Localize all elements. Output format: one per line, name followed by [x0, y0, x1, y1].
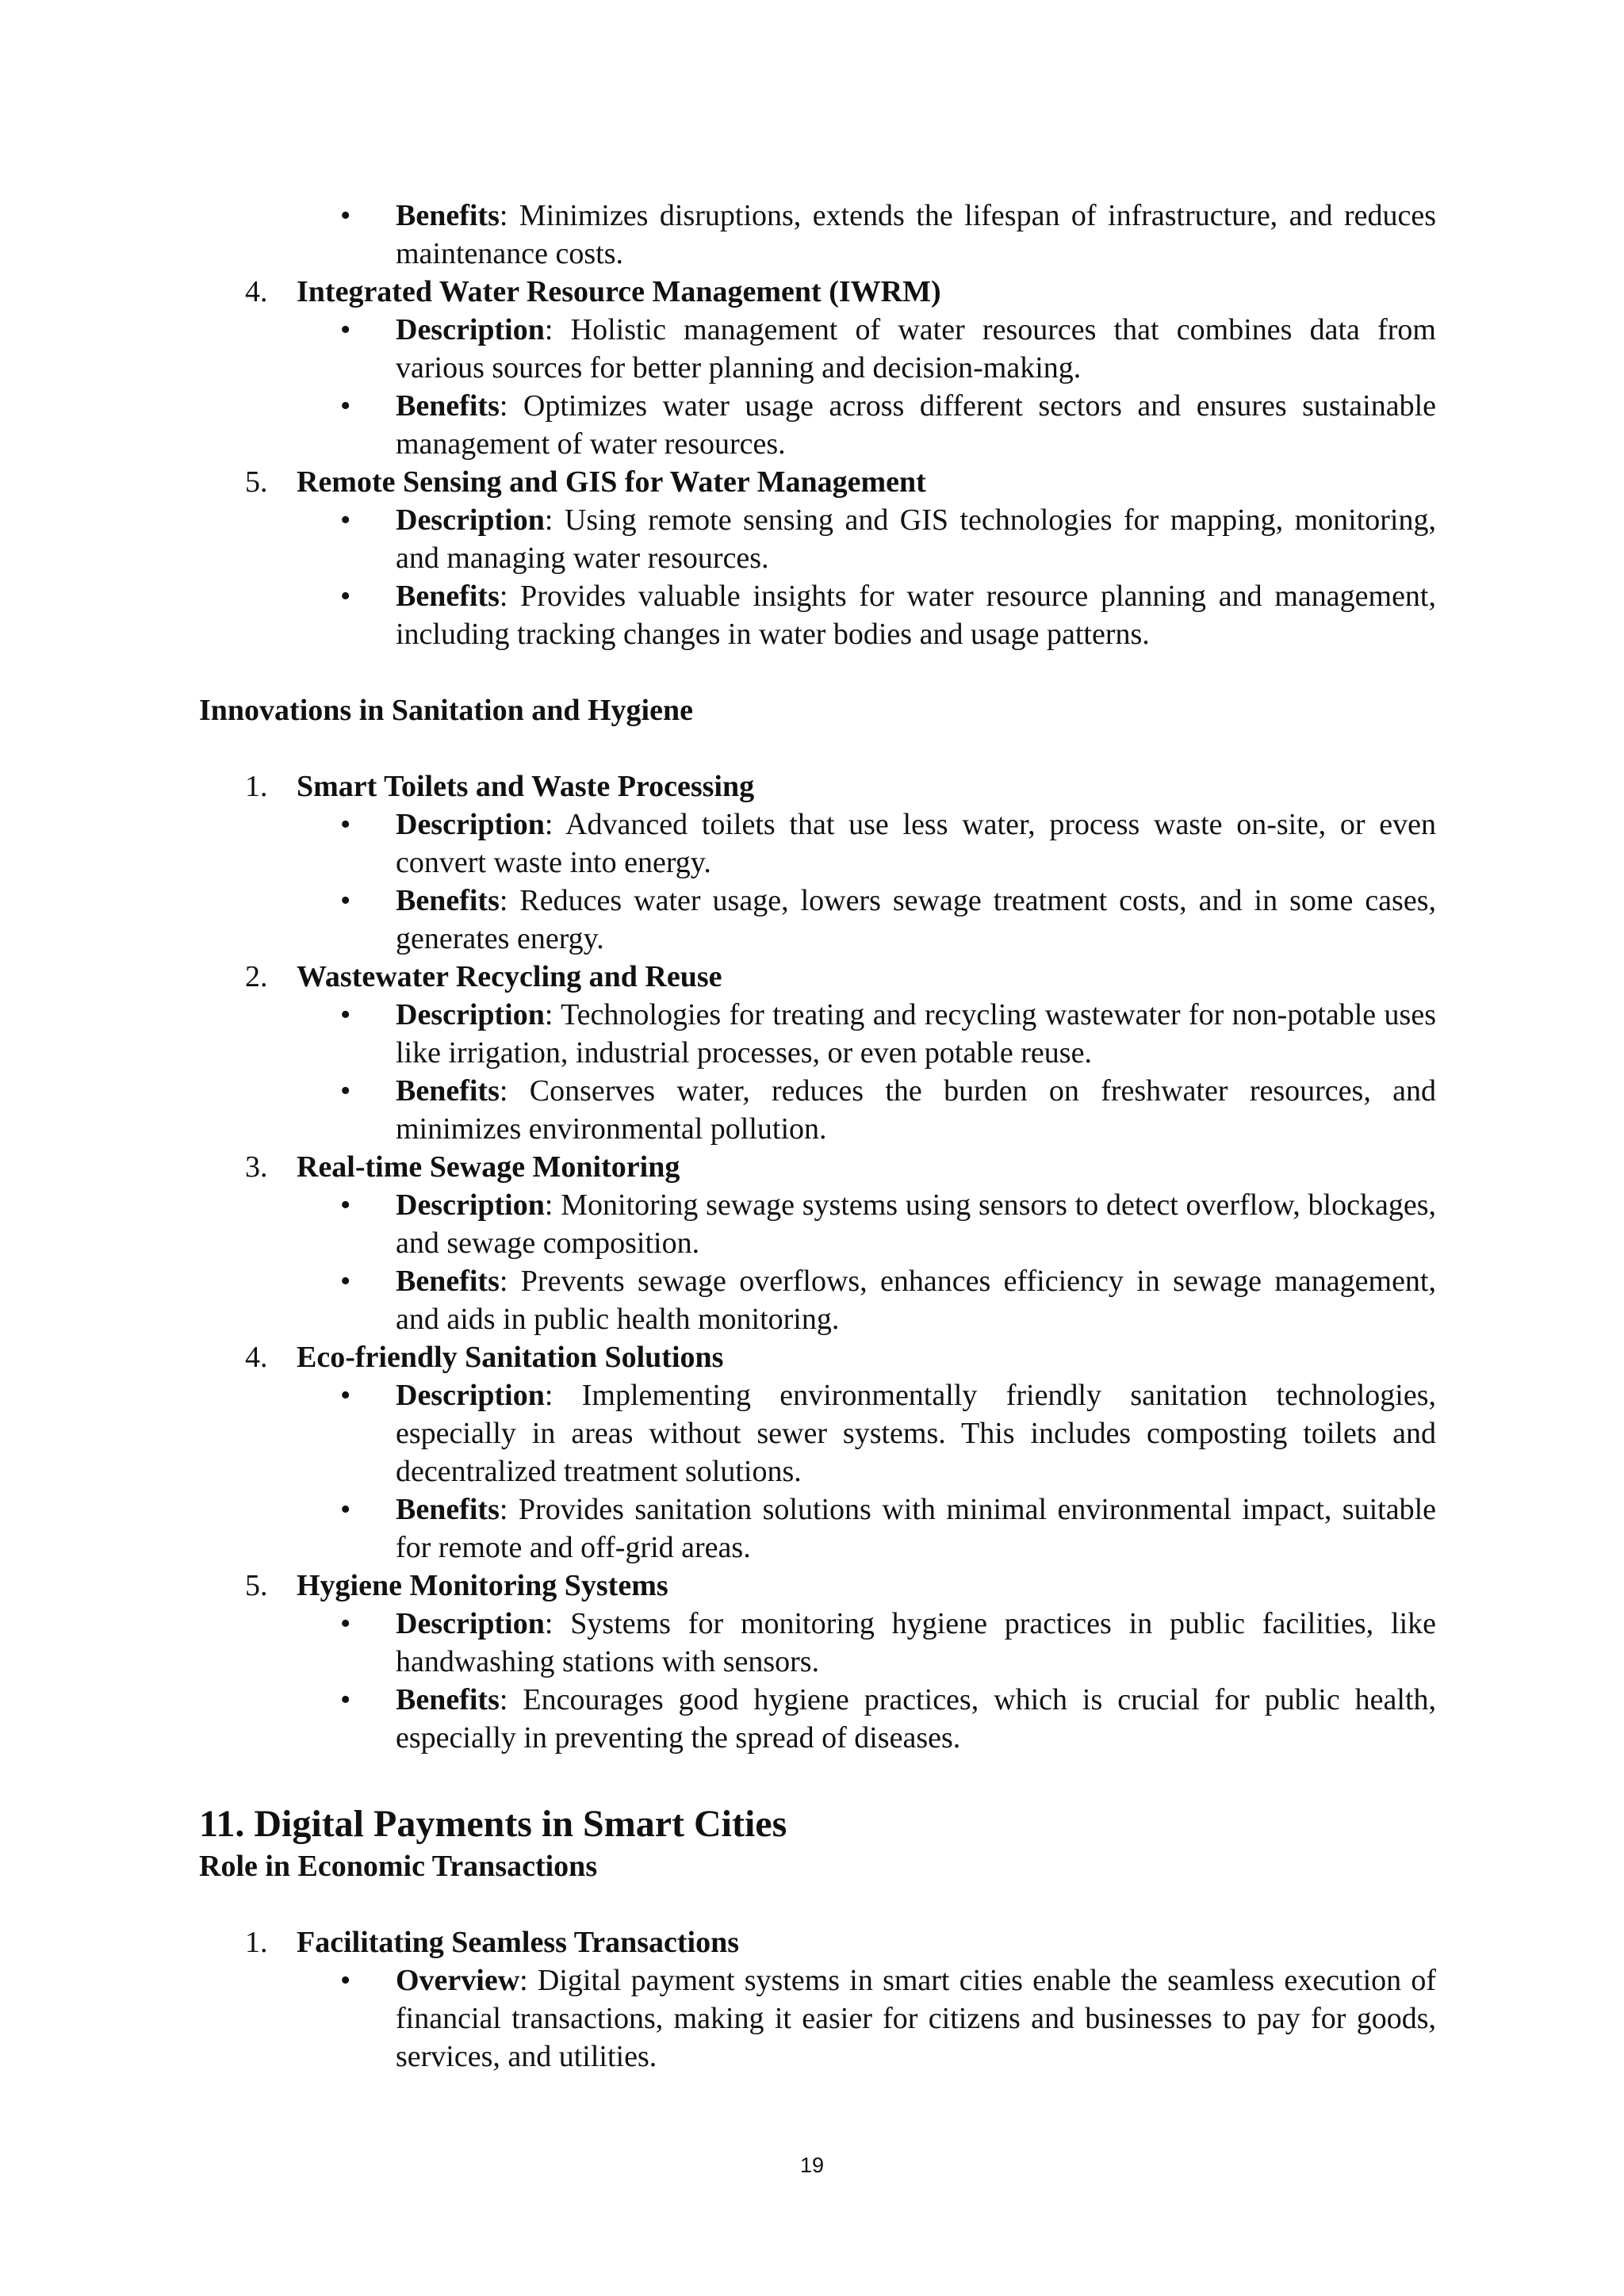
bullet-item	[199, 1072, 1436, 1148]
bullet-label: Benefits	[396, 199, 500, 232]
item-title: Integrated Water Resource Management (IWRM)	[297, 275, 941, 308]
numbered-item	[199, 767, 1436, 958]
bullet-icon: •	[340, 1379, 351, 1412]
item-title: Real-time Sewage Monitoring	[297, 1150, 680, 1184]
bullet-text: : Optimizes water usage across different sectors and ensures sustainable management of water resources.	[396, 389, 1436, 461]
item-number: 5.	[245, 1569, 268, 1602]
bullet-item	[199, 1262, 1436, 1338]
sanitation-list	[199, 767, 1436, 1757]
bullet-list	[297, 1376, 1436, 1567]
bullet-icon: •	[340, 1074, 351, 1108]
numbered-item	[199, 958, 1436, 1148]
water-management-list	[199, 273, 1436, 653]
bullet-item	[199, 197, 1436, 273]
bullet-text: : Holistic management of water resources that combines data from various sources for better planning and decision-making.	[396, 313, 1436, 385]
continued-bullet-list	[199, 197, 1436, 273]
bullet-label: Benefits	[396, 1074, 500, 1108]
bullet-item	[199, 996, 1436, 1072]
bullet-icon: •	[340, 1964, 351, 1997]
bullet-label: Benefits	[396, 884, 500, 917]
bullet-icon: •	[340, 808, 351, 841]
bullet-list	[297, 1186, 1436, 1338]
item-title: Smart Toilets and Waste Processing	[297, 770, 755, 803]
bullet-icon: •	[340, 1607, 351, 1640]
bullet-icon: •	[340, 1188, 351, 1222]
bullet-list	[297, 1605, 1436, 1757]
bullet-item	[199, 1376, 1436, 1490]
item-number: 1.	[245, 1926, 268, 1959]
numbered-item	[199, 273, 1436, 463]
bullet-text: : Provides sanitation solutions with minimal environmental impact, suitable for remote and off-grid areas.	[396, 1493, 1436, 1564]
bullet-text: : Reduces water usage, lowers sewage treatment costs, and in some cases, generates energy.	[396, 884, 1436, 955]
bullet-item	[199, 577, 1436, 653]
bullet-label: Overview	[396, 1964, 520, 1997]
item-title: Hygiene Monitoring Systems	[297, 1569, 668, 1602]
bullet-list	[297, 1961, 1436, 2076]
numbered-item	[199, 1567, 1436, 1757]
bullet-item	[199, 806, 1436, 882]
bullet-text: : Digital payment systems in smart cities enable the seamless execution of financial transactions, making it easier for citizens and businesses to pay for goods, services, and utilities.	[396, 1964, 1436, 2073]
bullet-text: : Technologies for treating and recycling wastewater for non-potable uses like irrigation, industrial processes, or even potable reuse.	[396, 998, 1436, 1070]
chapter-heading: 11. Digital Payments in Smart Cities	[199, 1803, 787, 1845]
bullet-list	[297, 996, 1436, 1148]
item-number: 4.	[245, 275, 268, 308]
bullet-icon: •	[340, 313, 351, 346]
bullet-label: Benefits	[396, 580, 500, 613]
bullet-text: : Advanced toilets that use less water, process waste on-site, or even convert waste into energy.	[396, 808, 1436, 879]
bullet-label: Description	[396, 998, 545, 1031]
bullet-label: Benefits	[396, 389, 500, 423]
bullet-item	[199, 1186, 1436, 1262]
bullet-text: : Minimizes disruptions, extends the lifespan of infrastructure, and reduces maintenance costs.	[396, 199, 1436, 270]
bullet-list	[297, 501, 1436, 653]
numbered-item	[199, 1148, 1436, 1338]
bullet-text: : Encourages good hygiene practices, which is crucial for public health, especially in preventing the spread of diseases.	[396, 1683, 1436, 1755]
page-content	[199, 197, 1436, 2076]
item-number: 1.	[245, 770, 268, 803]
bullet-icon: •	[340, 998, 351, 1031]
bullet-label: Description	[396, 503, 545, 537]
bullet-text: : Conserves water, reduces the burden on freshwater resources, and minimizes environmental pollution.	[396, 1074, 1436, 1146]
bullet-item	[199, 882, 1436, 958]
bullet-item	[199, 311, 1436, 387]
item-number: 2.	[245, 960, 268, 993]
page-number: 19	[799, 2153, 825, 2177]
section-heading-economic-transactions: Role in Economic Transactions	[199, 1850, 598, 1883]
bullet-label: Description	[396, 1188, 545, 1222]
bullet-text: : Prevents sewage overflows, enhances efficiency in sewage management, and aids in public health monitoring.	[396, 1265, 1436, 1336]
item-title: Facilitating Seamless Transactions	[297, 1926, 740, 1959]
bullet-label: Benefits	[396, 1683, 500, 1716]
section-heading-sanitation: Innovations in Sanitation and Hygiene	[199, 694, 693, 727]
bullet-label: Benefits	[396, 1493, 500, 1526]
item-title: Eco-friendly Sanitation Solutions	[297, 1341, 724, 1374]
bullet-icon: •	[340, 503, 351, 537]
numbered-item	[199, 1338, 1436, 1567]
bullet-list	[297, 311, 1436, 463]
item-number: 3.	[245, 1150, 268, 1184]
item-number: 5.	[245, 465, 268, 499]
numbered-item	[199, 463, 1436, 653]
bullet-label: Description	[396, 1379, 545, 1412]
bullet-label: Description	[396, 808, 545, 841]
bullet-icon: •	[340, 1265, 351, 1298]
bullet-icon: •	[340, 1683, 351, 1716]
bullet-icon: •	[340, 1493, 351, 1526]
numbered-item	[199, 1923, 1436, 2076]
digital-payments-list	[199, 1923, 1436, 2076]
bullet-label: Description	[396, 1607, 545, 1640]
item-number: 4.	[245, 1341, 268, 1374]
bullet-text: : Using remote sensing and GIS technologies for mapping, monitoring, and managing water resources.	[396, 503, 1436, 575]
item-title: Wastewater Recycling and Reuse	[297, 960, 722, 993]
bullet-list	[297, 806, 1436, 958]
bullet-text: : Implementing environmentally friendly sanitation technologies, especially in areas without sewer systems. This includes composting toilets and decentralized treatment solutions.	[396, 1379, 1436, 1488]
bullet-label: Benefits	[396, 1265, 500, 1298]
bullet-icon: •	[340, 389, 351, 423]
bullet-item	[199, 501, 1436, 577]
bullet-icon: •	[340, 199, 351, 232]
bullet-icon: •	[340, 884, 351, 917]
bullet-item	[199, 387, 1436, 463]
bullet-icon: •	[340, 580, 351, 613]
bullet-text: : Monitoring sewage systems using sensors to detect overflow, blockages, and sewage composition.	[396, 1188, 1436, 1260]
bullet-text: : Systems for monitoring hygiene practices in public facilities, like handwashing stations with sensors.	[396, 1607, 1436, 1678]
bullet-text: : Provides valuable insights for water resource planning and management, including tracking changes in water bodies and usage patterns.	[396, 580, 1436, 651]
bullet-item	[199, 1605, 1436, 1681]
bullet-item	[199, 1961, 1436, 2076]
bullet-item	[199, 1490, 1436, 1567]
bullet-label: Description	[396, 313, 545, 346]
bullet-item	[199, 1681, 1436, 1757]
item-title: Remote Sensing and GIS for Water Management	[297, 465, 926, 499]
